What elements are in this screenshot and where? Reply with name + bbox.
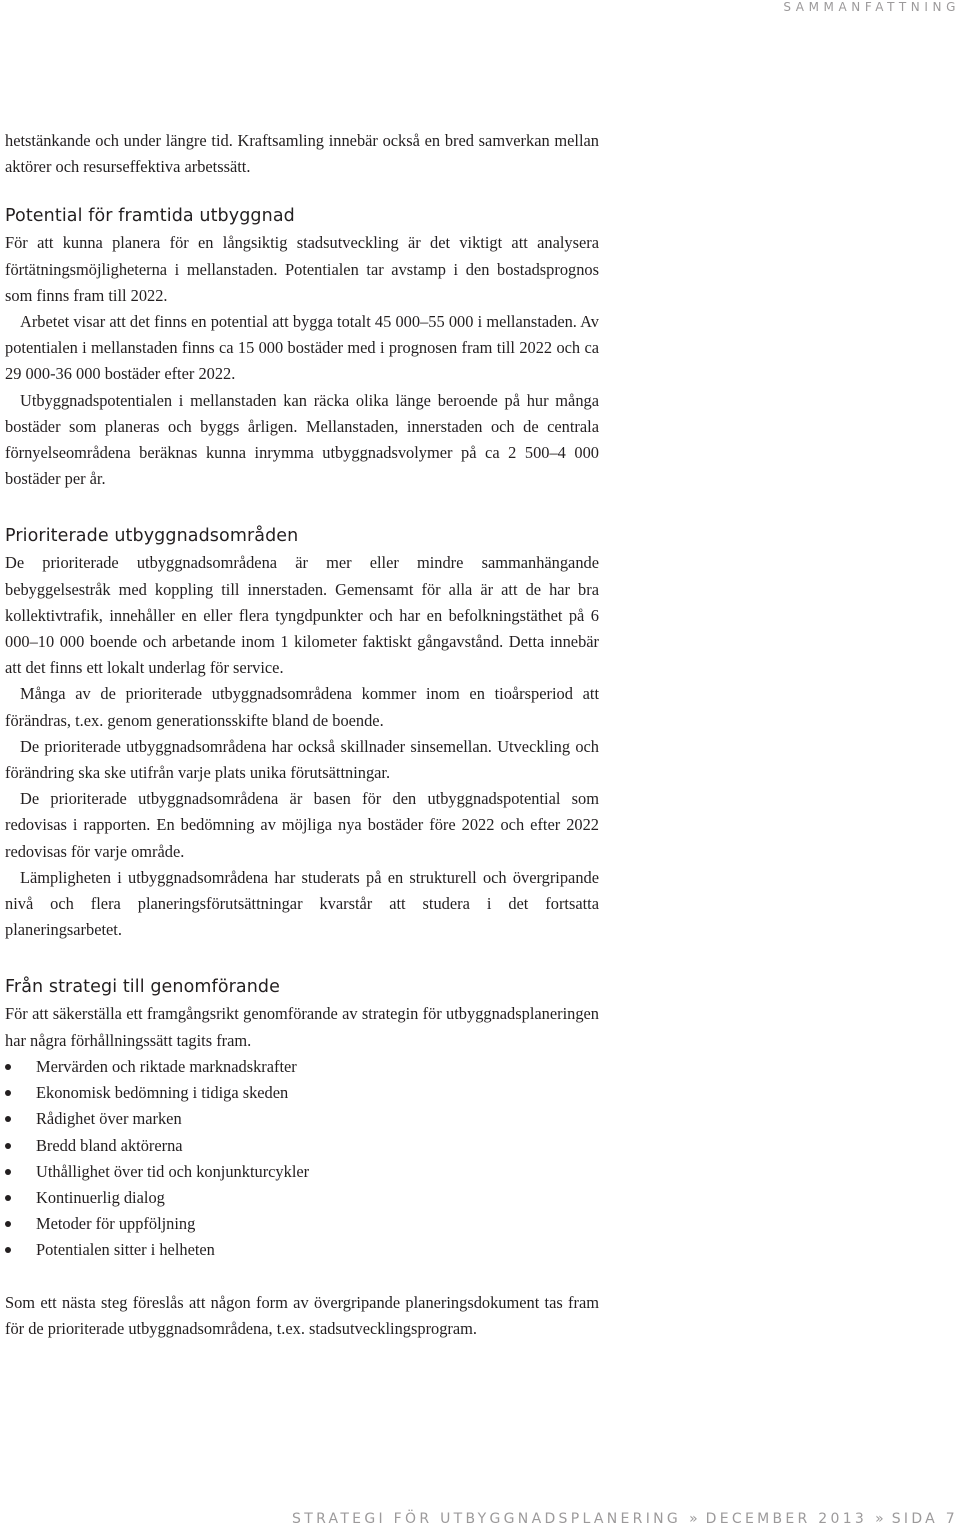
list-item: Mervärden och riktade marknadskrafter — [5, 1054, 599, 1080]
page-footer — [292, 1511, 958, 1527]
list-item: Rådighet över marken — [5, 1106, 599, 1132]
section-heading-prioriterade: Prioriterade utbyggnadsområden — [5, 526, 299, 547]
intro-paragraph: hetstänkande och under längre tid. Kraftsamling innebär också en bred samverkan mellan aktörer och resurseffektiva arbetssätt. — [5, 131, 599, 177]
section-heading-potential: Potential för framtida utbyggnad — [5, 206, 295, 227]
page-number: SIDA 7 — [891, 1511, 958, 1527]
publication-date: DECEMBER 2013 — [705, 1511, 868, 1527]
paragraph: Utbyggnadspotentialen i mellanstaden kan räcka olika länge beroende på hur många bostäder som planeras och byggs årligen. Mellanstaden, innerstaden och de centrala förnyelseområdena beräknas kunna inrymma utbyggnadsvolymer på ca 2 500–4 000 bostäder per år. — [5, 390, 599, 489]
list-item: Kontinuerlig dialog — [5, 1185, 599, 1211]
bullet-icon — [5, 1169, 11, 1175]
bullet-icon — [5, 1247, 11, 1253]
list-item: Ekonomisk bedömning i tidiga skeden — [5, 1080, 599, 1106]
footer-separator: » — [875, 1511, 884, 1527]
closing-paragraph: Som ett nästa steg föreslås att någon form av övergripande planeringsdokument tas fram för de prioriterade utbyggnadsområdena, t.ex. stadsutvecklingsprogram. — [5, 1292, 599, 1338]
list-item: Metoder för uppföljning — [5, 1211, 599, 1237]
bullet-icon — [5, 1090, 11, 1096]
list-item: Bredd bland aktörerna — [5, 1133, 599, 1159]
paragraph: Lämpligheten i utbyggnadsområdena har studerats på en strukturell och övergripande nivå och flera planeringsförutsättningar kvarstår att studera i det fortsatta planeringsarbetet. — [5, 867, 599, 940]
bullet-icon — [5, 1116, 11, 1122]
section-heading-fran-strategi: Från strategi till genomförande — [5, 977, 281, 998]
paragraph: De prioriterade utbyggnadsområdena är mer eller mindre sammanhängande bebyggelsestråk med koppling till innerstaden. Gemensamt för alla är att de har bra kollektivtrafik, innehåller en eller flera tyngdpunkter och har en befolkningstäthet på 6 000–10 000 boende och arbetande inom 1 kilometer faktiskt gångavstånd. Detta innebär att det finns ett lokalt underlag för service. — [5, 553, 599, 678]
paragraph: För att säkerställa ett framgångsrikt genomförande av strategin för utbyggnadsplaneringen har några förhållningssätt tagits fram. — [5, 1004, 599, 1050]
bullet-list — [5, 1054, 599, 1264]
paragraph: Många av de prioriterade utbyggnadsområdena kommer inom en tioårsperiod att förändras, t.ex. genom generationsskifte bland de boende. — [5, 684, 599, 730]
paragraph: De prioriterade utbyggnadsområdena har också skillnader sinsemellan. Utveckling och förändring ska ske utifrån varje plats unika förutsättningar. — [5, 736, 599, 783]
bullet-icon — [5, 1064, 11, 1070]
bullet-icon — [5, 1143, 11, 1149]
bullet-icon — [5, 1221, 11, 1227]
bullet-icon — [5, 1195, 11, 1201]
page-body — [5, 128, 599, 1342]
paragraph: Arbetet visar att det finns en potential att bygga totalt 45 000–55 000 i mellanstaden. Av potentialen i mellanstaden finns ca 15 000 bostäder med i prognosen fram till 2022 och ca 29 000-36 000 bostäder efter 2022. — [5, 312, 599, 384]
list-item: Potentialen sitter i helheten — [5, 1237, 599, 1263]
paragraph: De prioriterade utbyggnadsområdena är basen för den utbyggnadspotential som redovisas i rapporten. En bedömning av möjliga nya bostäder före 2022 och efter 2022 redovisas för varje område. — [5, 789, 599, 861]
publication-title: STRATEGI FÖR UTBYGGNADSPLANERING — [292, 1511, 682, 1527]
list-item: Uthållighet över tid och konjunkturcykler — [5, 1159, 599, 1185]
paragraph: För att kunna planera för en långsiktig stadsutveckling är det viktigt att analysera förtätningsmöjligheterna i mellanstaden. Potentialen tar avstamp i den bostadsprognos som finns fram till 2022. — [5, 233, 599, 305]
footer-separator: » — [689, 1511, 698, 1527]
running-head: SAMMANFATTNING — [783, 0, 960, 14]
